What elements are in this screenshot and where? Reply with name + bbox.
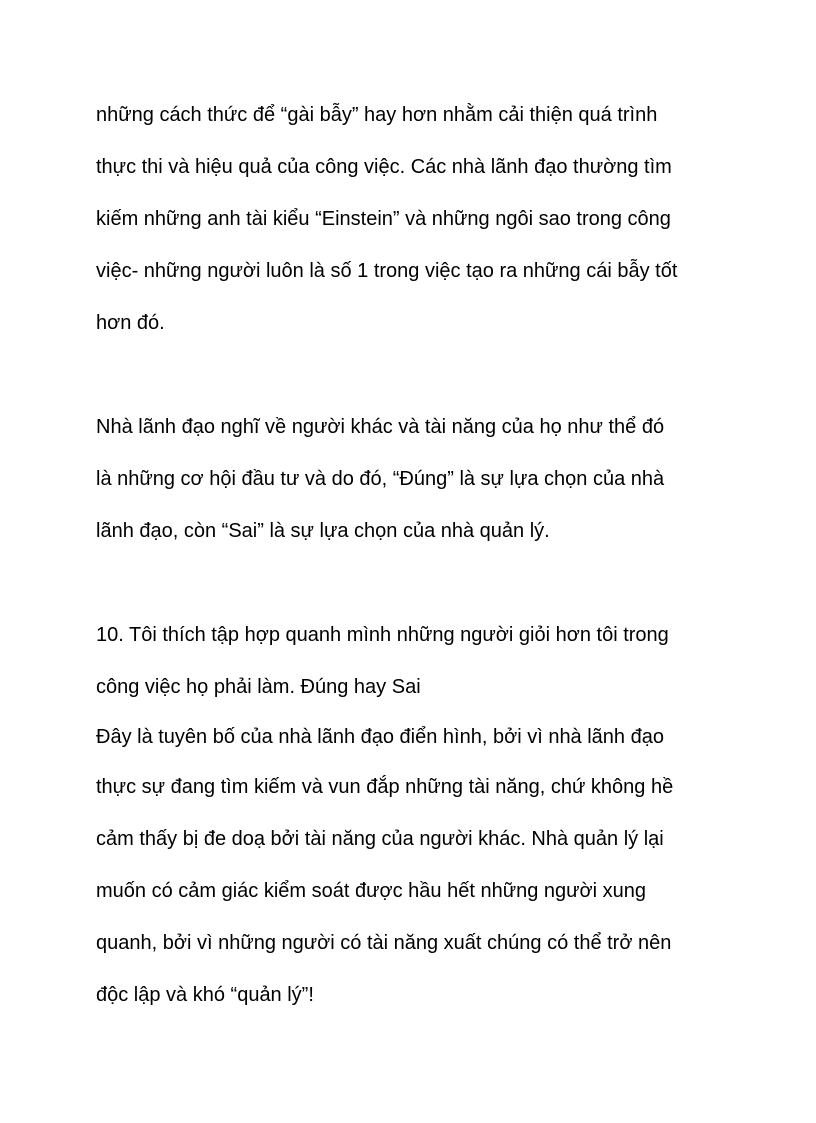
answer-10 — [96, 711, 736, 1021]
paragraph-traps — [96, 89, 736, 349]
text-line: Đây là tuyên bố của nhà lãnh đạo điển hình, bởi vì nhà lãnh đạo — [96, 726, 664, 748]
text-line: thực sự đang tìm kiếm và vun đắp những tài năng, chứ không hề — [96, 776, 674, 798]
text-line: muốn có cảm giác kiểm soát được hầu hết những người xung — [96, 880, 647, 902]
text-line: kiếm những anh tài kiểu “Einstein” và những ngôi sao trong công — [96, 208, 671, 230]
text-line: những cách thức để “gài bẫy” hay hơn nhằm cải thiện quá trình — [96, 104, 658, 126]
text-line: cảm thấy bị đe doạ bởi tài năng của người khác. Nhà quản lý lại — [96, 828, 664, 850]
paragraph-spacer — [96, 557, 736, 609]
text-line: là những cơ hội đầu tư và do đó, “Đúng” là sự lựa chọn của nhà — [96, 468, 665, 490]
text-line: độc lập và khó “quản lý”! — [96, 984, 314, 1006]
text-line: Nhà lãnh đạo nghĩ về người khác và tài năng của họ như thể đó — [96, 416, 665, 438]
document-page — [96, 89, 736, 1021]
text-line: hơn đó. — [96, 312, 165, 334]
question-line: công việc họ phải làm. Đúng hay Sai — [96, 676, 421, 698]
text-line: lãnh đạo, còn “Sai” là sự lựa chọn của nhà quản lý. — [96, 520, 550, 542]
text-line: thực thi và hiệu quả của công việc. Các nhà lãnh đạo thường tìm — [96, 156, 672, 178]
text-line: quanh, bởi vì những người có tài năng xuất chúng có thể trở nên — [96, 932, 672, 954]
question-line: 10. Tôi thích tập hợp quanh mình những người giỏi hơn tôi trong — [96, 624, 669, 646]
paragraph-spacer — [96, 349, 736, 401]
paragraph-investment — [96, 401, 736, 557]
question-10 — [96, 609, 736, 711]
text-line: việc- những người luôn là số 1 trong việc tạo ra những cái bẫy tốt — [96, 260, 678, 282]
